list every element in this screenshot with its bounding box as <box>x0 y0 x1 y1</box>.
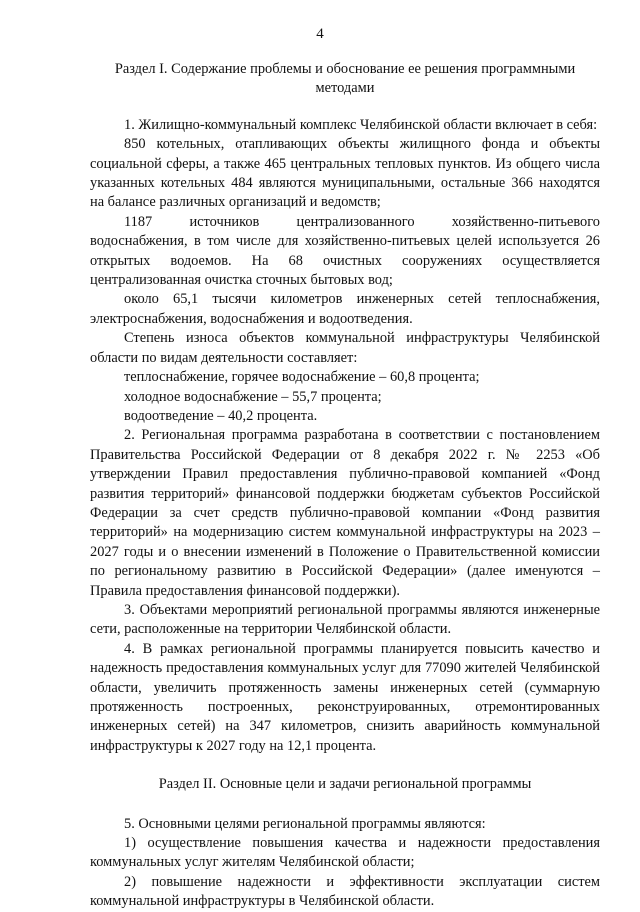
paragraph: 3. Объектами мероприятий региональной программы являются инженерные сети, расположенные на территории Челябинской области. <box>90 601 600 638</box>
paragraph: теплоснабжение, горячее водоснабжение – 60,8 процента; <box>124 369 480 386</box>
paragraph: 1. Жилищно-коммунальный комплекс Челябинской области включает в себя: <box>124 116 598 133</box>
paragraph: холодное водоснабжение – 55,7 процента; <box>124 388 382 405</box>
paragraph: водоотведение – 40,2 процента. <box>124 407 318 424</box>
paragraph: 2. Региональная программа разработана в соответствии с постановлением Правительства Российской Федерации от 8 декабря 2022 г. № 2253 «Об утверждении Правил предоставления публично-правовой компанией «Фонд развития территорий» финансовой поддержки бюджетам субъектов Российской Федерации за счет средств публично-правовой компании «Фонд развития территорий» на модернизацию систем коммунальной инфраструктуры на 2023 – 2027 годы и о внесении изменений в Положение о Правительственной комиссии по региональному развитию в Российской Федерации» (далее именуются – Правила предоставления финансовой поддержки). <box>90 427 600 599</box>
page-number: 4 <box>316 26 324 42</box>
paragraph: 1) осуществление повышения качества и надежности предоставления коммунальных услуг жителям Челябинской области; <box>90 835 600 871</box>
paragraph: 1187 источников централизованного хозяйственно-питьевого водоснабжения, в том числе для хозяйственно-питьевых целей используется 26 открытых водоемов. На 68 очистных сооружениях осуществляется централизованная очистка сточных бытовых вод; <box>90 213 600 289</box>
paragraph: 850 котельных, отапливающих объекты жилищного фонда и объекты социальной сферы, а также 465 центральных тепловых пунктов. Из общего числа указанных котельных 484 являются муниципальными, остальные 366 находятся на балансе различных организаций и ведомств; <box>90 136 600 211</box>
document-body <box>90 60 600 912</box>
paragraph: около 65,1 тысячи километров инженерных сетей теплоснабжения, электроснабжения, водоснабжения и водоотведения. <box>90 291 600 327</box>
section-2-body <box>90 815 600 912</box>
section-1-body <box>90 116 600 756</box>
paragraph: 4. В рамках региональной программы планируется повысить качество и надежность предоставления коммунальных услуг для 77090 жителей Челябинской области, увеличить протяженность замены инженерных сетей (суммарную протяженность построенных, реконструированных, отремонтированных инженерных сетей) на 347 километров, снизить аварийность коммунальной инфраструктуры к 2027 году на 12,1 процента. <box>90 640 600 754</box>
paragraph: 5. Основными целями региональной программы являются: <box>124 815 486 832</box>
section-1-title: Раздел I. Содержание проблемы и обоснование ее решения программными методами <box>114 61 576 97</box>
section-2-title: Раздел II. Основные цели и задачи региональной программы <box>158 776 532 793</box>
paragraph: Степень износа объектов коммунальной инфраструктуры Челябинской области по видам деятельности составляет: <box>90 330 600 366</box>
paragraph: 2) повышение надежности и эффективности эксплуатации систем коммунальной инфраструктуры в Челябинской области. <box>90 873 600 910</box>
